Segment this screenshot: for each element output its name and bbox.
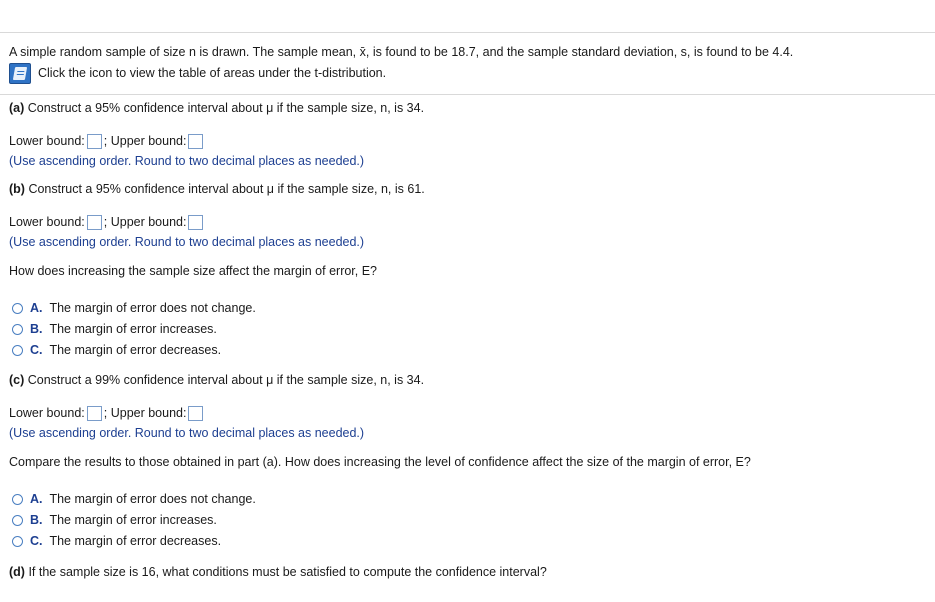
part-b-option-a[interactable] — [30, 300, 256, 316]
part-b-option-b-radio[interactable] — [12, 324, 23, 335]
part-b-hint: (Use ascending order. Round to two decimal places as needed.) — [9, 235, 365, 249]
part-c-question: (c) Construct a 99% confidence interval about μ if the sample size, n, is 34. — [9, 373, 425, 387]
option-letter: C. — [30, 343, 43, 357]
part-c-hint: (Use ascending order. Round to two decimal places as needed.) — [9, 426, 365, 440]
problem-statement — [9, 44, 793, 60]
part-b-upper-input[interactable] — [188, 215, 203, 230]
upper-bound-label: ; Upper bound: — [103, 406, 187, 420]
section-divider — [0, 94, 935, 95]
part-b-option-c-radio[interactable] — [12, 345, 23, 356]
part-a-upper-input[interactable] — [188, 134, 203, 149]
statement-pre: A simple random sample of size n is drawn. The sample mean, — [9, 45, 360, 59]
lower-bound-label: Lower bound: — [9, 134, 85, 148]
option-letter: A. — [30, 301, 43, 315]
part-c-option-c-radio[interactable] — [12, 536, 23, 547]
option-letter: A. — [30, 492, 43, 506]
option-letter: B. — [30, 322, 43, 336]
top-divider — [0, 32, 935, 33]
part-d-question: (d) If the sample size is 16, what conditions must be satisfied to compute the confidence interval? — [9, 565, 547, 579]
part-a-lower-input[interactable] — [87, 134, 102, 149]
option-text: The margin of error increases. — [49, 513, 217, 527]
part-b-option-a-radio[interactable] — [12, 303, 23, 314]
part-c-upper-input[interactable] — [188, 406, 203, 421]
option-letter: B. — [30, 513, 43, 527]
part-b-question: (b) Construct a 95% confidence interval about μ if the sample size, n, is 61. — [9, 182, 425, 196]
upper-bound-label: ; Upper bound: — [103, 134, 187, 148]
part-label: (d) — [9, 565, 25, 579]
statement-post: , is found to be 18.7, and the sample standard deviation, s, is found to be 4.4. — [365, 45, 794, 59]
part-a-question: (a) Construct a 95% confidence interval about μ if the sample size, n, is 34. — [9, 101, 425, 115]
option-text: The margin of error decreases. — [49, 534, 222, 548]
part-b-lower-input[interactable] — [87, 215, 102, 230]
part-c-lower-input[interactable] — [87, 406, 102, 421]
part-b-followup: How does increasing the sample size affect the margin of error, E? — [9, 264, 378, 278]
part-c-followup: Compare the results to those obtained in part (a). How does increasing the level of confidence affect the size of the margin of error, E? — [9, 455, 751, 469]
part-c-bounds — [9, 405, 205, 421]
part-a-hint: (Use ascending order. Round to two decimal places as needed.) — [9, 154, 365, 168]
lower-bound-label: Lower bound: — [9, 215, 85, 229]
part-label: (b) — [9, 182, 25, 196]
part-c-option-b-radio[interactable] — [12, 515, 23, 526]
option-text: The margin of error does not change. — [49, 301, 256, 315]
part-b-bounds — [9, 214, 205, 230]
part-c-option-a[interactable] — [30, 491, 256, 507]
part-c-option-c[interactable] — [30, 533, 221, 549]
lower-bound-label: Lower bound: — [9, 406, 85, 420]
part-b-option-b[interactable] — [30, 321, 217, 337]
part-a-bounds — [9, 133, 205, 149]
part-label: (a) — [9, 101, 25, 115]
t-table-link-text: Click the icon to view the table of areas under the t-distribution. — [38, 66, 387, 80]
xbar-symbol: x̄ — [359, 45, 366, 59]
part-c-option-b[interactable] — [30, 512, 217, 528]
upper-bound-label: ; Upper bound: — [103, 215, 187, 229]
option-letter: C. — [30, 534, 43, 548]
option-text: The margin of error does not change. — [49, 492, 256, 506]
part-c-option-a-radio[interactable] — [12, 494, 23, 505]
part-label: (c) — [9, 373, 25, 387]
t-table-book-icon[interactable] — [9, 63, 31, 84]
option-text: The margin of error increases. — [49, 322, 217, 336]
part-b-option-c[interactable] — [30, 342, 221, 358]
option-text: The margin of error decreases. — [49, 343, 222, 357]
